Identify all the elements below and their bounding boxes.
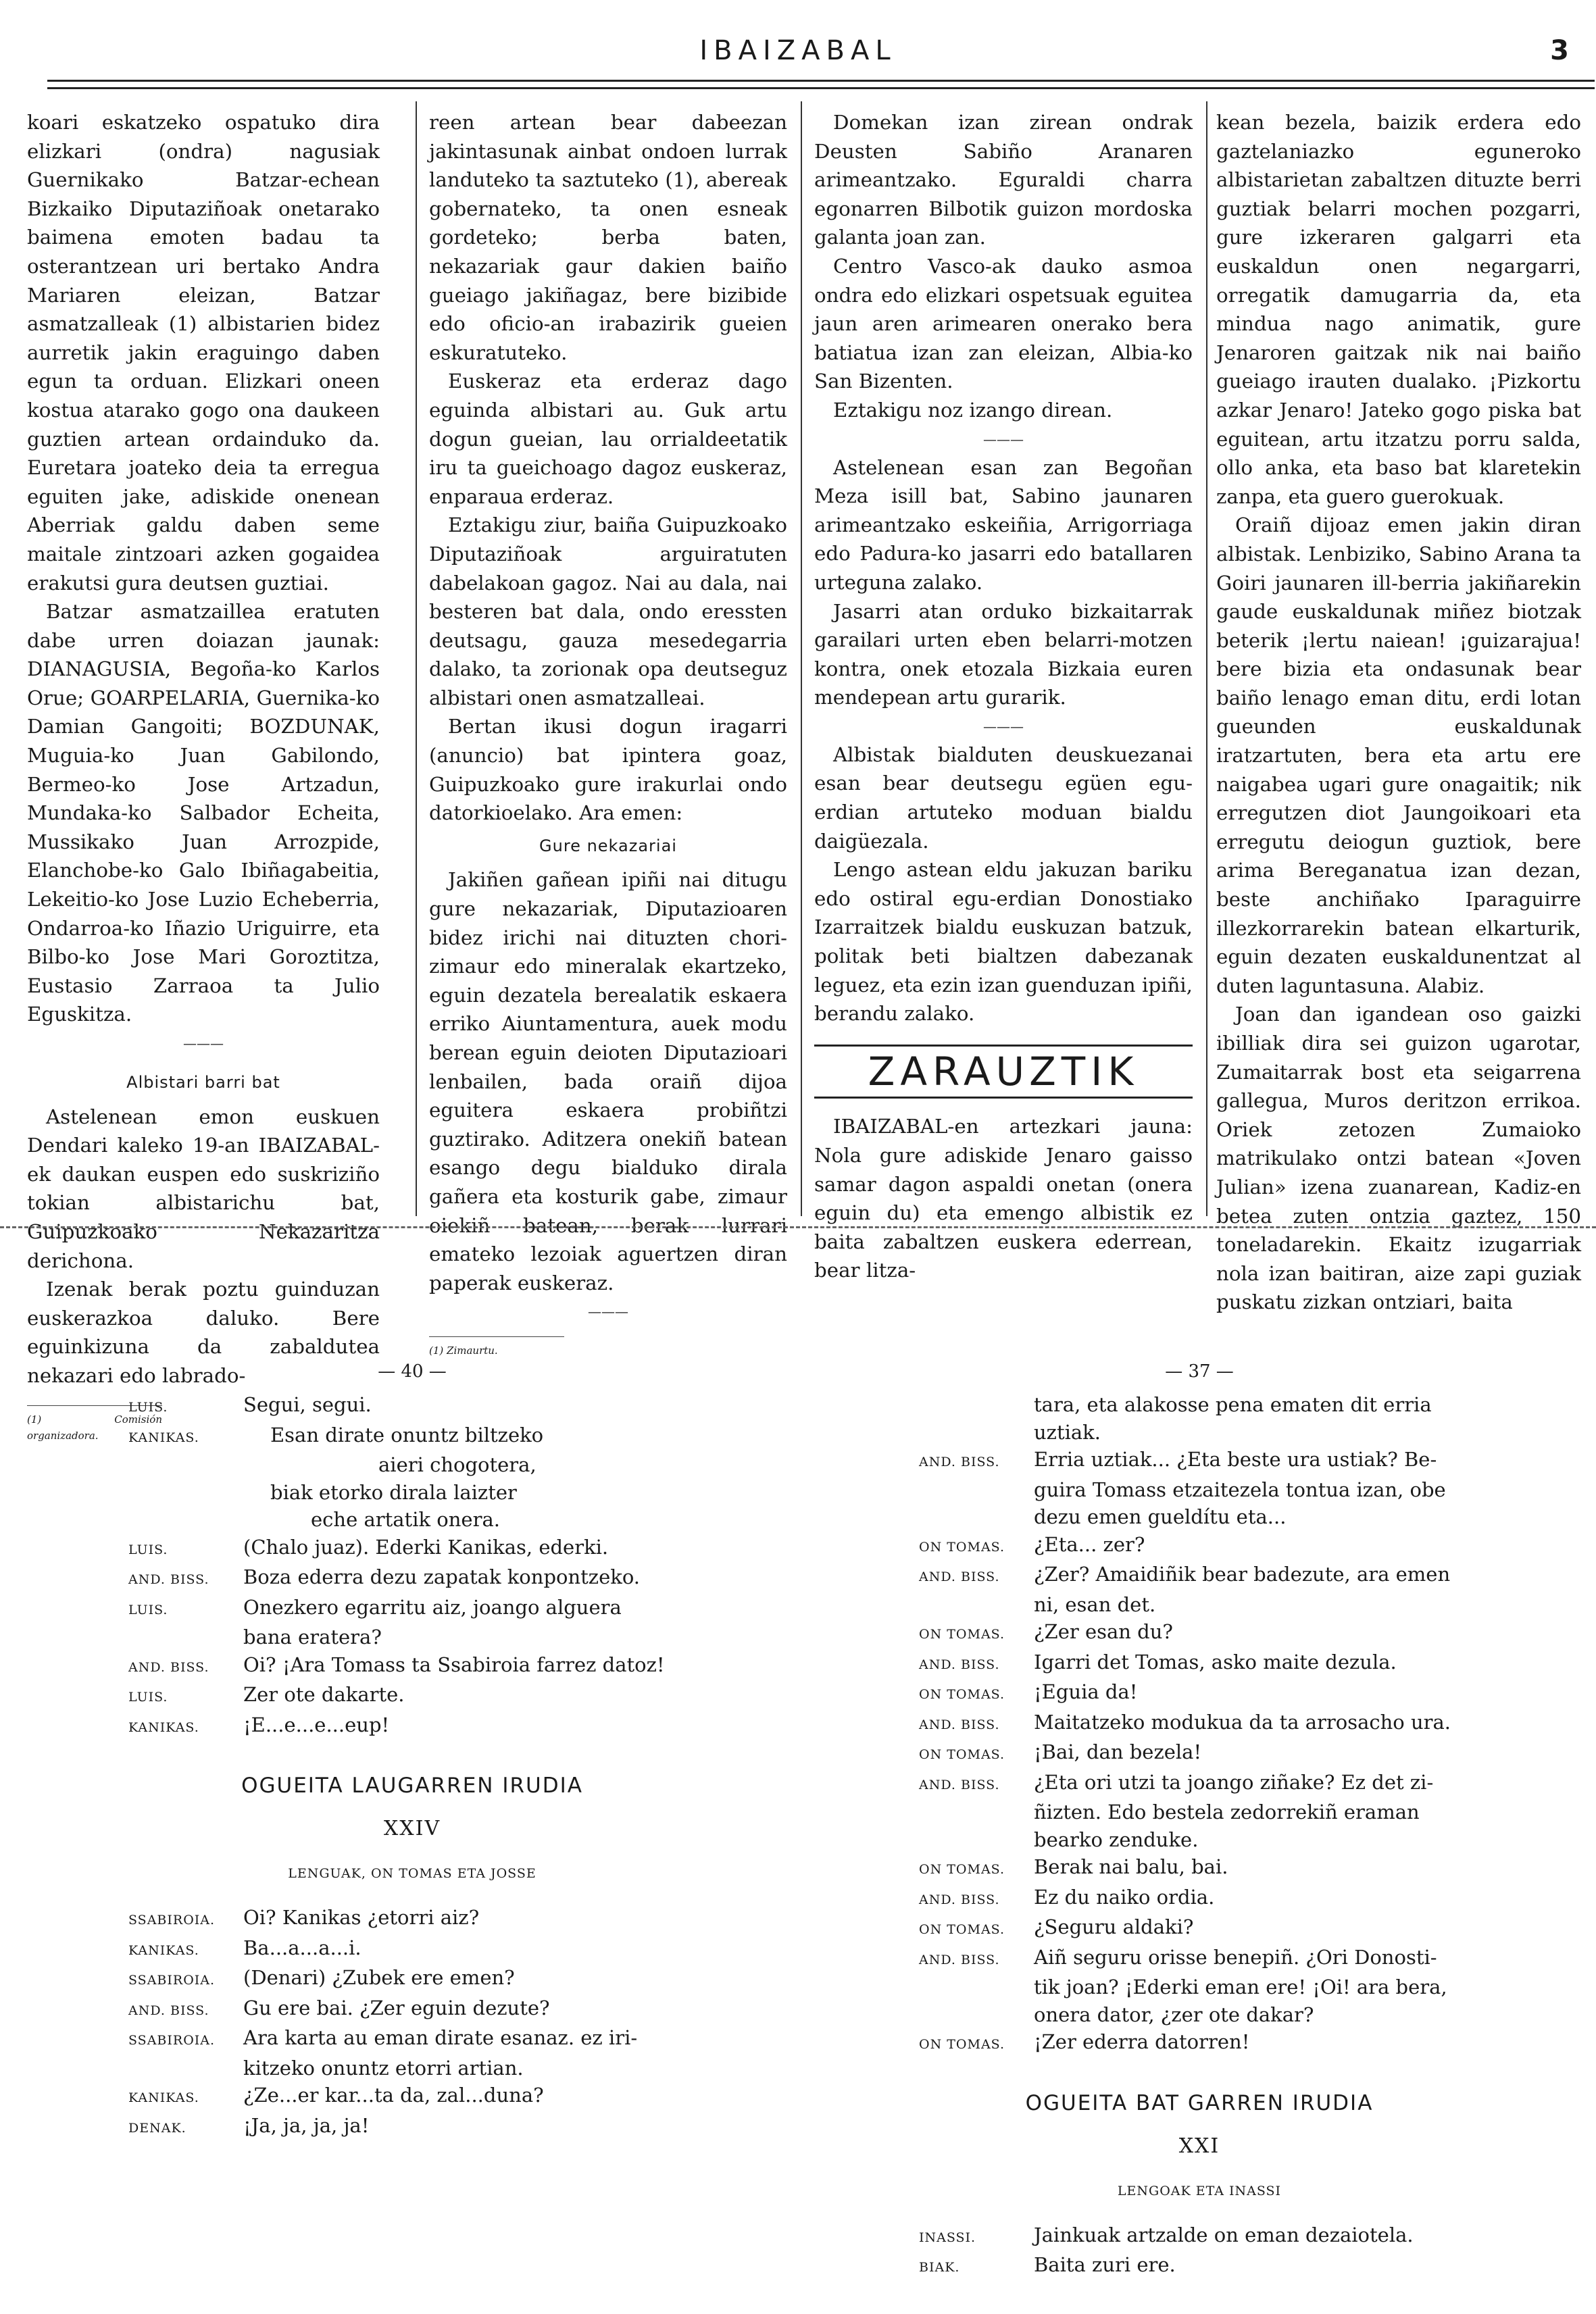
dialogue-line xyxy=(128,1594,696,1624)
dialogue-line xyxy=(919,1618,1480,1649)
paragraph: reen artean bear dabeezan jakintasunak ainbat ondoen lurrak landuteko ta saztuteko (1), abereak gobernateko, ta onen esneak gordeteko; berba baten, nekazariak gaur dakien baiño gueiago jakiñagaz, bere bizibide edo oficio-an irabazirik gueien eskuratuteko. xyxy=(429,111,787,364)
dialogue-line xyxy=(919,2001,1480,2029)
column-divider xyxy=(801,101,802,1216)
paragraph: Astelenean esan zan Begoñan Meza isill bat, Sabino jaunaren arimeantzako eskeiñia, Arrigorriaga edo Padura-ko jasarri edo batallaren urteguna zalako. xyxy=(814,455,1193,594)
dialogue-line xyxy=(919,1476,1480,1504)
dialogue-line xyxy=(128,1563,696,1594)
speaker: AND. BISS. xyxy=(919,1657,1000,1672)
dialogue-text: bana eratera? xyxy=(243,1626,382,1649)
dialogue-text: ñizten. Edo bestela zedorrekiñ eraman xyxy=(1034,1801,1420,1823)
dialogue-line xyxy=(919,1913,1480,1944)
speaker: SSABIROIA. xyxy=(128,1973,216,1988)
dialogue-line xyxy=(919,1738,1480,1769)
speaker: AND. BISS. xyxy=(919,1892,1000,1907)
speaker xyxy=(919,1503,1034,1506)
speaker: SSABIROIA. xyxy=(128,2033,216,2048)
speaker: KANIKAS. xyxy=(128,1430,199,1445)
speaker: LUIS. xyxy=(128,1542,168,1557)
dialogue-text: guira Tomass etzaitezela tontua izan, obe xyxy=(1034,1478,1446,1501)
dialogue-text: Baita zuri ere. xyxy=(1034,2253,1176,2276)
dialogue-text: ¡Ja, ja, ja, ja! xyxy=(243,2113,370,2137)
scene-number: XXI xyxy=(1178,2134,1220,2158)
dialogue-text: ¿Eta... zer? xyxy=(1034,1532,1145,1556)
speaker: SSABIROIA. xyxy=(128,1913,216,1928)
play-page-number: — 37 — xyxy=(1165,1361,1234,1382)
speaker: AND. BISS. xyxy=(128,1572,209,1587)
dialogue-text: Aiñ seguru orisse benepiñ. ¿Ori Donosti- xyxy=(1034,1945,1437,1969)
subheading: Gure nekazariai xyxy=(539,836,677,855)
speaker: AND. BISS. xyxy=(919,1777,1000,1792)
speaker: KANIKAS. xyxy=(128,2090,199,2105)
speaker: ON TOMAS. xyxy=(919,1539,1005,1555)
dialogue-text: Esan dirate onuntz biltzeko xyxy=(270,1423,544,1447)
speaker xyxy=(919,1419,1034,1422)
speaker xyxy=(919,2001,1034,2004)
speaker: AND. BISS. xyxy=(128,1659,209,1675)
column-divider xyxy=(416,101,417,1216)
newspaper-title: IBAIZABAL xyxy=(699,35,897,66)
play-page-number: — 40 — xyxy=(378,1361,447,1382)
paragraph: Jakiñen gañean ipiñi nai ditugu gure nekazariak, Diputazioaren bidez irichi nai dituzten chori-zimaur edo mineralak ekartzeko, eguin dezatela berealatik eskaera erriko Aiuntamentura, auek modu berean eguin deioten Diputazioari lenbailen, bada oraiñ dijoa eguitera eskaera probiñtzi guztirako. Aditzera onekiñ batean esango degu bialduko dirala gañera eta kosturik gabe, zimaur oiekiñ batean, berak lurrari emateko lezoiak aguertzen diran paperak euskeraz. xyxy=(429,868,787,1294)
dialogue-line xyxy=(128,1711,696,1742)
speaker: BIAK. xyxy=(919,2260,960,2275)
header-rule xyxy=(47,80,1595,89)
speaker: ON TOMAS. xyxy=(919,2037,1005,2052)
speaker: ON TOMAS. xyxy=(919,1862,1005,1877)
dialogue-line xyxy=(919,2251,1480,2282)
speaker xyxy=(919,1391,1034,1394)
speaker: LUIS. xyxy=(128,1690,168,1705)
scene-number: XXIV xyxy=(383,1817,441,1840)
dialogue-text: Igarri det Tomas, asko maite dezula. xyxy=(1034,1650,1397,1674)
dialogue-text: (Denari) ¿Zubek ere emen? xyxy=(243,1966,515,1989)
dialogue-block xyxy=(919,2221,1480,2282)
dialogue-text: Oi? Kanikas ¿etorri aiz? xyxy=(243,1906,480,1929)
dialogue-line xyxy=(919,1531,1480,1561)
separator: ——— xyxy=(183,1035,224,1051)
dialogue-line xyxy=(128,1651,696,1682)
dialogue-line xyxy=(919,1649,1480,1679)
speaker: ON TOMAS. xyxy=(919,1922,1005,1937)
paragraph: Lengo astean eldu jakuzan bariku edo ostiral egu-erdian Donostiako Izarraitzek bialdu euskuzan batzuk, politak beti bialtzen dabezanak leguez, eta ezin izan guenduzan ipiñi, berandu zalako. xyxy=(814,858,1193,1026)
dialogue-line xyxy=(128,1964,696,1994)
dialogue-text: uztiak. xyxy=(1034,1420,1101,1444)
dialogue-text: Onezkero egarritu aiz, joango alguera xyxy=(243,1595,622,1619)
page-divider xyxy=(0,1226,1596,1235)
dialogue-line xyxy=(919,1973,1480,2001)
dialogue-line xyxy=(919,1709,1480,1739)
dialogue-text: Oi? ¡Ara Tomass ta Ssabiroia farrez datoz! xyxy=(243,1653,665,1676)
dialogue-text: kitzeko onuntz etorri artian. xyxy=(243,2056,524,2080)
paragraph: Bertan ikusi dogun iragarri (anuncio) bat ipintera goaz, Guipuzkoako gure irakurlai ondo datorkioelako. Ara emen: xyxy=(429,715,787,825)
dialogue-line xyxy=(128,2055,696,2082)
scene-title: OGUEITA LAUGARREN IRUDIA xyxy=(241,1774,583,1798)
dialogue-text: Gu ere bai. ¿Zer eguin dezute? xyxy=(243,1996,550,2019)
dialogue-line xyxy=(919,1391,1480,1419)
paragraph: Eztakigu ziur, baiña Guipuzkoako Diputaziñoak arguiratuten dabelakoan gagoz. Nai au dala, nai besteren bat dala, ondo eressten deutsagu, gauza mesedegarria dalako, ta zorionak opa deutseguz albistari onen asmatzalleai. xyxy=(429,513,787,709)
paragraph: kean bezela, baizik erdera edo gaztelaniazko eguneroko albistarietan zabaltzen dituzte berri guztiak belarri mochen pozgarri, gure izkeraren galgarri eta euskaldun onen negargarri, orregatik damugarria da, eta mindua nago animatik, gure Jenaroren gaitzak nik nai baiño gueiago irauten dualako. ¡Pizkortu azkar Jenaro! Jateko gogo piska bat eguitean, artu itzatzu porru salda, ollo anka, eta baso bat klaretekin zanpa, eta guero guerokuak. xyxy=(1216,111,1581,508)
paragraph: Joan dan igandean oso gaizki ibilliak dira sei guizon ugarotar, Zumaitarrak bost eta seigarrena gallegua, Muros deritzon errikoa. Oriek zetozen Zumaioko matrikulako ontzi batean «Joven Julian» izena zuanarean, Kadiz-en betea zuten ontzia gaztez, 150 toneladarekin. Ekaitz izugarriak nola izan baitiran, aize zapi guziak puskatu zizkan ontziari, baita xyxy=(1216,1003,1581,1314)
dialogue-text: Jainkuak artzalde on eman dezaiotela. xyxy=(1034,2223,1414,2246)
dialogue-text: ¿Zer? Amaidiñik bear badezute, ara emen xyxy=(1034,1563,1451,1586)
dialogue-text: Erria uztiak... ¿Eta beste ura ustiak? Be- xyxy=(1034,1448,1437,1471)
dialogue-text: dezu emen gueldítu eta... xyxy=(1034,1505,1287,1528)
column-divider xyxy=(1206,101,1207,1216)
paragraph: Albistak bialduten deuskuezanai esan bear deutsegu egüen egu-erdian artuteko moduan bialdu daigüezala. xyxy=(814,743,1193,853)
dialogue-line xyxy=(919,1799,1480,1826)
dialogue-text: ¿Zer esan du? xyxy=(1034,1620,1173,1643)
dialogue-line xyxy=(128,1422,696,1452)
paragraph: Eztakigu noz izango direan. xyxy=(833,398,1113,422)
dialogue-line xyxy=(919,1769,1480,1799)
dialogue-text: Berak nai balu, bai. xyxy=(1034,1855,1228,1878)
dialogue-text: (Chalo juaz). Ederki Kanikas, ederki. xyxy=(243,1535,609,1559)
speaker: AND. BISS. xyxy=(919,1569,1000,1584)
speaker xyxy=(128,1624,243,1626)
paragraph: koari eskatzeko ospatuko dira elizkari (ondra) nagusiak Guernikako Batzar-echean Bizkaiko Diputaziñoak onetarako baimena emoten badau ta osterantzean uri bertako Andra Mariaren eleizan, Batzar asmatzalleak (1) albistarien bidez aurretik jakin eraguingo daben egun ta orduan. Elizkari oneen kostua atarako gogo ona daukeen guztien artean ordainduko da. Euretara joateko deia ta erregua eguiten jake, adiskide onenean Aberriak galdu daben seme maitale zintzoari azken gogaidea erakutsi gura deutsen guztiai. xyxy=(27,111,380,595)
dialogue-line xyxy=(919,1944,1480,1974)
paragraph: Astelenean emon euskuen Dendari kaleko 19-an IBAIZABAL-ek daukan euspen edo suskriziño tokian albistarichu bat, Guipuzkoako Nekazaritza derichona. xyxy=(27,1105,380,1272)
verse-line: eche artatik onera. xyxy=(311,1508,500,1531)
dialogue-text: onera dator, ¿zer ote dakar? xyxy=(1034,2003,1314,2026)
dialogue-line xyxy=(919,1678,1480,1709)
column-3 xyxy=(814,108,1193,1282)
dialogue-text: Segui, segui. xyxy=(243,1393,372,1416)
dialogue-text: ¿Eta ori utzi ta joango ziñake? Ez det zi- xyxy=(1034,1770,1434,1794)
scene-title: OGUEITA BAT GARREN IRUDIA xyxy=(1025,2090,1374,2115)
paragraph: Izenak berak poztu guinduzan euskerazkoa daluko. Bere eguinkizuna da zabaldutea nekazari edo labrado- xyxy=(27,1278,380,1387)
separator: ——— xyxy=(588,1303,628,1320)
dialogue-text: bearko zenduke. xyxy=(1034,1828,1199,1851)
footnote: (1) Zimaurtu. xyxy=(429,1336,564,1359)
speaker xyxy=(919,1476,1034,1479)
separator: ——— xyxy=(983,430,1024,447)
dialogue-line xyxy=(919,1853,1480,1884)
dialogue-line xyxy=(919,2028,1480,2059)
paragraph: Domekan izan zirean ondrak Deusten Sabiño Aranaren arimeantzako. Eguraldi charra egonarren Bilbotik guizon mordoska galanta joan zan. xyxy=(814,111,1193,249)
dialogue-line xyxy=(919,1419,1480,1447)
column-2 xyxy=(429,108,787,1357)
dialogue-line xyxy=(919,1561,1480,1591)
speaker xyxy=(919,1973,1034,1976)
speaker: AND. BISS. xyxy=(919,1717,1000,1732)
dialogue-line xyxy=(919,1884,1480,1914)
dialogue-line xyxy=(919,2221,1480,2252)
dialogue-line xyxy=(128,1534,696,1564)
dialogue-text: Maitatzeko modukua da ta arrosacho ura. xyxy=(1034,1710,1451,1734)
dialogue-text: Ara karta au eman dirate esanaz. ez iri- xyxy=(243,2026,638,2049)
speaker: KANIKAS. xyxy=(128,1942,199,1958)
speaker: KANIKAS. xyxy=(128,1719,199,1735)
dialogue-line xyxy=(128,1391,696,1422)
footnote: (1) Comisión organizadora. xyxy=(27,1405,162,1444)
dialogue-text: ¡E...e...e...eup! xyxy=(243,1713,390,1736)
column-4 xyxy=(1216,108,1581,1314)
subheading: Albistari barri bat xyxy=(126,1073,280,1092)
paragraph: Oraiñ dijoaz emen jakin diran albistak. Lenbiziko, Sabino Arana ta Goiri jaunaren ill-berria jakiñarekin gaude euskaldunak miñez biotzak beterik ¡lertu naiean! ¡guizarajua! bere bizia eta ondasunak bear baiño lenago eman ditu, erdi lotan gueunden euskaldunak iratzartuten, bera eta artu ere naigabea ugari gure onagaitik; nik erregutzen diot Jaungoikoari eta erregutu deiogun guztiok, bere arima Bereganatua izan dezan, beste anchiñako Iparaguirre illezkorrarekin batean elkarturik, eguin dezaten euskaldunentzat al duten laguntasuna. Alabiz. xyxy=(1216,513,1581,997)
speaker: LUIS. xyxy=(128,1400,168,1415)
page-number: 3 xyxy=(1550,35,1569,66)
play-page-left xyxy=(128,1361,696,2142)
dialogue-text: Boza ederra dezu zapatak konpontzeko. xyxy=(243,1565,640,1588)
dialogue-line xyxy=(919,1446,1480,1476)
dialogue-text: tik joan? ¡Ederki eman ere! ¡Oi! ara bera, xyxy=(1034,1976,1447,1998)
dialogue-line xyxy=(919,1826,1480,1854)
dialogue-line xyxy=(128,1934,696,1965)
dialogue-line xyxy=(919,1591,1480,1619)
play-page-right xyxy=(919,1361,1480,2282)
dialogue-text: Ba...a...a...i. xyxy=(243,1936,361,1959)
dialogue-text: tara, eta alakosse pena ematen dit erria xyxy=(1034,1393,1432,1416)
paragraph: Jasarri atan orduko bizkaitarrak garailari urten eben belarri-motzen kontra, onek etozala Bizkaia euren mendepean artu gurarik. xyxy=(814,599,1193,709)
speaker: LUIS. xyxy=(128,1602,168,1617)
verse-line: biak etorko dirala laizter xyxy=(270,1480,517,1504)
paragraph: IBAIZABAL-en artezkari jauna: Nola gure adiskide Jenaro gaisso samar dagon aspaldi onetan (onera eguin du) eta emengo albistik ez baita zabaltzen euskera ederrean, bear litza- xyxy=(814,1115,1193,1282)
dialogue-text: ¡Bai, dan bezela! xyxy=(1034,1740,1202,1763)
dialogue-text: ¡Zer ederra datorren! xyxy=(1034,2030,1250,2053)
dialogue-text: ni, esan det. xyxy=(1034,1592,1156,1616)
speaker: AND. BISS. xyxy=(919,1455,1000,1469)
speaker: ON TOMAS. xyxy=(919,1687,1005,1702)
dialogue-line xyxy=(919,1503,1480,1531)
speaker: INASSI. xyxy=(919,2230,976,2245)
speaker: AND. BISS. xyxy=(128,2003,209,2018)
speaker xyxy=(919,1826,1034,1829)
dialogue-text: Ez du naiko ordia. xyxy=(1034,1885,1215,1909)
speaker xyxy=(919,1799,1034,1801)
dialogue-line xyxy=(128,1994,696,2025)
dialogue-line xyxy=(128,2112,696,2142)
scene-characters: LENGOAK ETA INASSI xyxy=(1117,2183,1282,2198)
speaker: ON TOMAS. xyxy=(919,1747,1005,1762)
scene-characters: LENGUAK, ON TOMAS ETA JOSSE xyxy=(288,1866,537,1881)
speaker: DENAK. xyxy=(128,2120,186,2136)
speaker: AND. BISS. xyxy=(919,1952,1000,1967)
dialogue-block xyxy=(128,1904,696,2142)
dialogue-line xyxy=(128,1904,696,1934)
paragraph: Batzar asmatzaillea eratuten dabe urren doiazan jaunak: DIANAGUSIA, Begoña-ko Karlos Orue; GOARPELARIA, Guernika-ko Damian Gangoiti; BOZDUNAK, Muguia-ko Juan Gabilondo, Bermeo-ko Jose Artzadun, Mundaka-ko Salbador Echeita, Mussikako Juan Arrozpide, Elanchobe-ko Galo Ibiñagabeitia, Lekeitio-ko Jose Luzio Echeberria, Ondarroa-ko Iñazio Uriguirre, eta Bilbo-ko Jose Mari Goroztitza, Eustasio Zarraoa ta Julio Eguskitza. xyxy=(27,600,380,1026)
dialogue-block xyxy=(128,1534,696,1742)
dialogue-line xyxy=(128,2024,696,2055)
dialogue-line xyxy=(128,1624,696,1651)
paragraph: Euskeraz eta erderaz dago eguinda albistari au. Guk artu dogun gueian, lau orrialdeetatik iru ta gueichoago dagoz euskeraz, enparaua erderaz. xyxy=(429,370,787,508)
dialogue-block xyxy=(919,1391,1480,2059)
speaker xyxy=(128,2055,243,2057)
dialogue-text: Zer ote dakarte. xyxy=(243,1683,405,1706)
speaker: ON TOMAS. xyxy=(919,1627,1005,1642)
paragraph: Centro Vasco-ak dauko asmoa ondra edo elizkari ospetsuak eguitea jaun aren arimearen onerako bera batiatua izan zan eleizan, Albia-ko San Bizenten. xyxy=(814,254,1193,393)
dialogue-text: ¡Eguia da! xyxy=(1034,1680,1138,1703)
speaker xyxy=(919,1591,1034,1594)
dialogue-text: ¿Seguru aldaki? xyxy=(1034,1915,1194,1938)
section-title: ZARAUZTIK xyxy=(814,1045,1193,1099)
dialogue-text: ¿Ze...er kar...ta da, zal...duna? xyxy=(243,2084,544,2107)
verse-line: aieri chogotera, xyxy=(378,1453,537,1476)
dialogue-line xyxy=(128,2082,696,2112)
dialogue-line xyxy=(128,1681,696,1711)
separator: ——— xyxy=(983,718,1024,734)
